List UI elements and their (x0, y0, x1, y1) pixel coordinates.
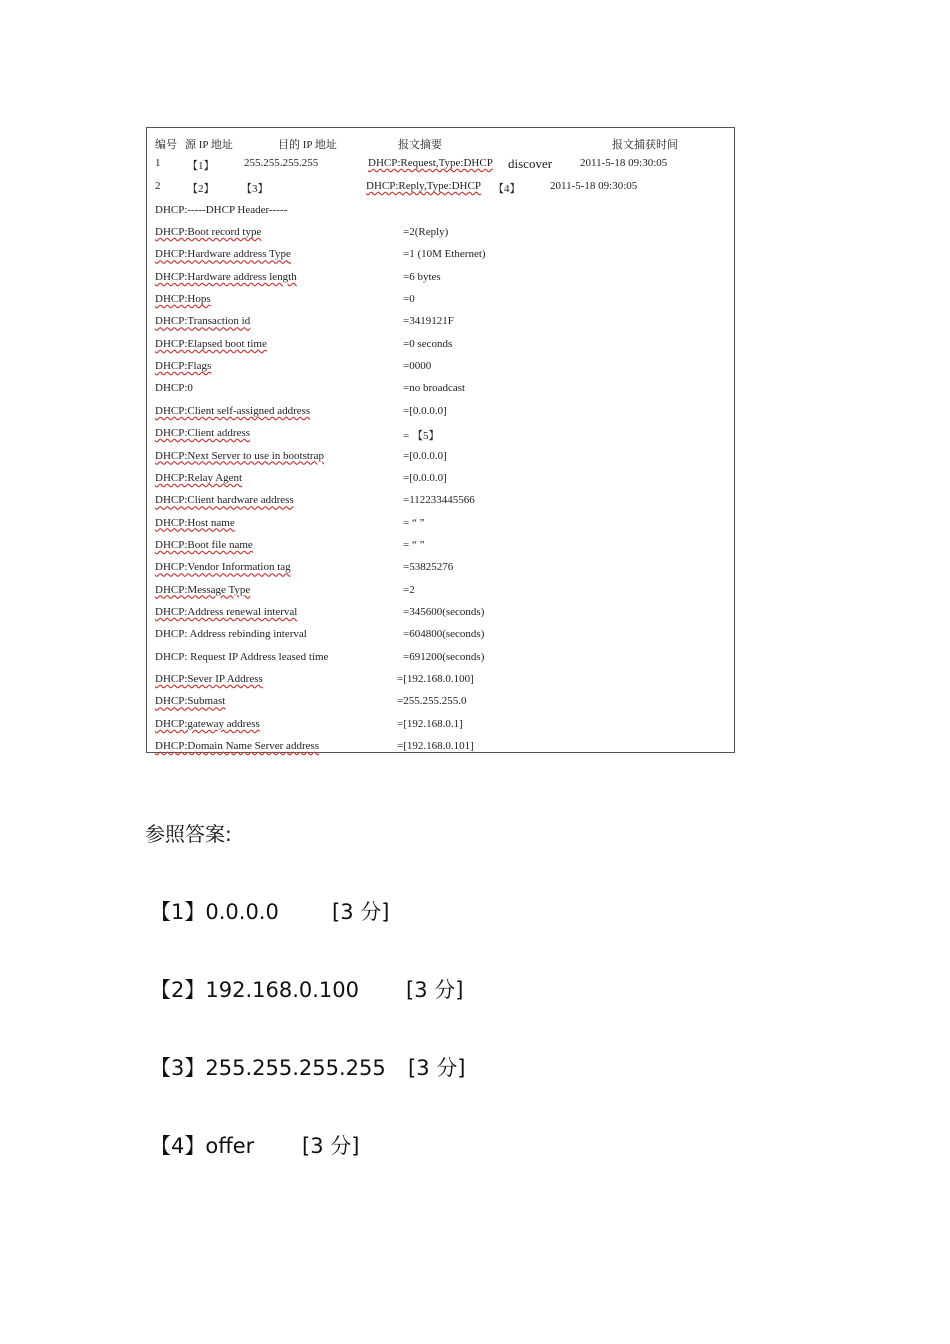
dhcp-field-value: =[0.0.0.0] (403, 471, 447, 484)
dhcp-field-label: DHCP:Hops (155, 293, 211, 306)
dhcp-field-value: = “ ” (403, 516, 425, 529)
dhcp-field-value: =691200(seconds) (403, 650, 485, 663)
dhcp-field-row (147, 226, 734, 244)
dhcp-field-label: DHCP:Next Server to use in bootstrap (155, 449, 324, 462)
packet-summary: DHCP:Request,Type:DHCP (368, 157, 493, 169)
dhcp-field-row (147, 315, 734, 333)
packet-summary-extra: discover (508, 156, 553, 171)
dhcp-field-label: DHCP:Message Type (155, 583, 251, 596)
header-src: 源 IP 地址 (185, 139, 233, 151)
dhcp-field-label: DHCP:Address renewal interval (155, 605, 298, 618)
answer-item (150, 1052, 466, 1082)
dhcp-field-row (147, 405, 734, 423)
dhcp-field-label: DHCP:Boot file name (155, 538, 253, 551)
packet-time: 2011-5-18 09:30:05 (580, 157, 668, 169)
dhcp-field-value: = “ ” (403, 538, 425, 551)
packet-src: 【2】 (187, 183, 215, 195)
answer-value: 255.255.255.255 (205, 1056, 386, 1080)
dhcp-field-value: =345600(seconds) (403, 605, 485, 618)
dhcp-field-row (147, 494, 734, 512)
dhcp-header-row (147, 204, 734, 222)
dhcp-field-row (147, 651, 734, 669)
dhcp-field-value: =0 (403, 293, 415, 306)
packet-no: 2 (155, 180, 161, 192)
dhcp-field-label: DHCP:Flags (155, 360, 212, 373)
dhcp-field-row (147, 450, 734, 468)
dhcp-field-label: DHCP:Host name (155, 516, 235, 529)
dhcp-field-value: =6 bytes (403, 270, 441, 283)
reference-title: 参照答案: (145, 822, 232, 846)
answer-score: [3 分] (302, 1134, 360, 1158)
dhcp-header-label: DHCP:-----DHCP Header----- (155, 204, 288, 216)
dhcp-field-value: =[192.168.0.1] (397, 717, 463, 730)
dhcp-field-label: DHCP:Sever IP Address (155, 673, 263, 685)
dhcp-field-row (147, 740, 734, 758)
dhcp-field-value: = 【5】 (403, 430, 440, 443)
dhcp-field-row (147, 673, 734, 691)
dhcp-field-row (147, 718, 734, 736)
dhcp-field-label: DHCP:Hardware address Type (155, 248, 291, 261)
dhcp-field-label: DHCP:Transaction id (155, 315, 251, 328)
answer-tag: 【3】 (150, 1056, 206, 1080)
dhcp-field-label: DHCP:Client address (155, 427, 251, 440)
dhcp-field-label: DHCP:Relay Agent (155, 471, 243, 484)
dhcp-field-label: DHCP: Request IP Address leased time (155, 650, 329, 663)
packet-dst: 255.255.255.255 (244, 157, 319, 169)
dhcp-field-label: DHCP:Domain Name Server address (155, 740, 320, 753)
answer-item (150, 1130, 360, 1160)
answer-score: [3 分] (406, 978, 464, 1002)
dhcp-field-row (147, 271, 734, 289)
packet-no: 1 (155, 157, 161, 169)
dhcp-field-row (147, 427, 734, 445)
dhcp-field-value: =604800(seconds) (403, 628, 485, 641)
answer-tag: 【4】 (150, 1134, 206, 1158)
dhcp-field-row (147, 472, 734, 490)
dhcp-field-value: =1 (10M Ethernet) (403, 248, 486, 261)
dhcp-field-row (147, 517, 734, 535)
dhcp-field-value: =2(Reply) (403, 226, 449, 238)
header-no: 编号 (155, 139, 177, 151)
dhcp-field-row (147, 293, 734, 311)
dhcp-field-value: =3419121F (403, 315, 454, 328)
dhcp-field-row (147, 561, 734, 579)
dhcp-field-value: =[192.168.0.100] (397, 673, 474, 685)
answer-tag: 【1】 (150, 900, 206, 924)
dhcp-field-label: DHCP:Client hardware address (155, 494, 294, 507)
dhcp-field-label: DHCP:Elapsed boot time (155, 337, 267, 350)
header-time: 报文捕获时间 (612, 139, 678, 151)
packet-time: 2011-5-18 09:30:05 (550, 180, 638, 192)
dhcp-field-row (147, 584, 734, 602)
dhcp-field-row (147, 248, 734, 266)
table-header-row (147, 136, 734, 154)
dhcp-field-value: =[0.0.0.0] (403, 404, 447, 417)
dhcp-field-label: DHCP: Address rebinding interval (155, 628, 307, 641)
dhcp-field-label: DHCP:Boot record type (155, 226, 262, 238)
dhcp-field-value: =53825276 (403, 561, 454, 574)
dhcp-field-value: =112233445566 (403, 494, 475, 507)
answer-tag: 【2】 (150, 978, 206, 1002)
answer-item (150, 974, 464, 1004)
header-summary: 报文摘要 (398, 139, 442, 151)
dhcp-field-value: =[192.168.0.101] (397, 740, 474, 753)
dhcp-field-row (147, 628, 734, 646)
dhcp-field-row (147, 338, 734, 356)
answer-item (150, 896, 390, 926)
dhcp-field-row (147, 382, 734, 400)
answer-value: offer (205, 1134, 255, 1158)
dhcp-field-row (147, 539, 734, 557)
dhcp-field-value: =no broadcast (403, 382, 466, 395)
answer-value: 0.0.0.0 (205, 900, 279, 924)
packet-row-1 (147, 157, 734, 175)
dhcp-field-label: DHCP:0 (155, 382, 193, 395)
dhcp-field-value: =2 (403, 583, 415, 596)
packet-src: 【1】 (187, 160, 215, 172)
dhcp-field-row (147, 695, 734, 713)
packet-summary-extra: 【4】 (493, 183, 521, 195)
dhcp-field-label: DHCP:Client self-assigned address (155, 404, 311, 417)
dhcp-field-label: DHCP:Hardware address length (155, 270, 297, 283)
dhcp-field-label: DHCP:Submast (155, 695, 226, 708)
answer-value: 192.168.0.100 (205, 978, 360, 1002)
dhcp-field-value: =[0.0.0.0] (403, 449, 447, 462)
dhcp-field-row (147, 606, 734, 624)
header-dst: 目的 IP 地址 (278, 139, 337, 151)
dhcp-field-value: =0 seconds (403, 337, 453, 350)
packet-summary: DHCP:Reply,Type:DHCP (366, 180, 481, 192)
answer-score: [3 分] (332, 900, 390, 924)
packet-dst: 【3】 (241, 183, 269, 195)
dhcp-field-label: DHCP:gateway address (155, 717, 260, 730)
dhcp-field-label: DHCP:Vendor Information tag (155, 561, 291, 574)
dhcp-capture-table (146, 127, 735, 753)
dhcp-field-row (147, 360, 734, 378)
answer-score: [3 分] (408, 1056, 466, 1080)
dhcp-field-value: =255.255.255.0 (397, 695, 467, 708)
dhcp-field-value: =0000 (403, 360, 432, 373)
packet-row-2 (147, 180, 734, 198)
